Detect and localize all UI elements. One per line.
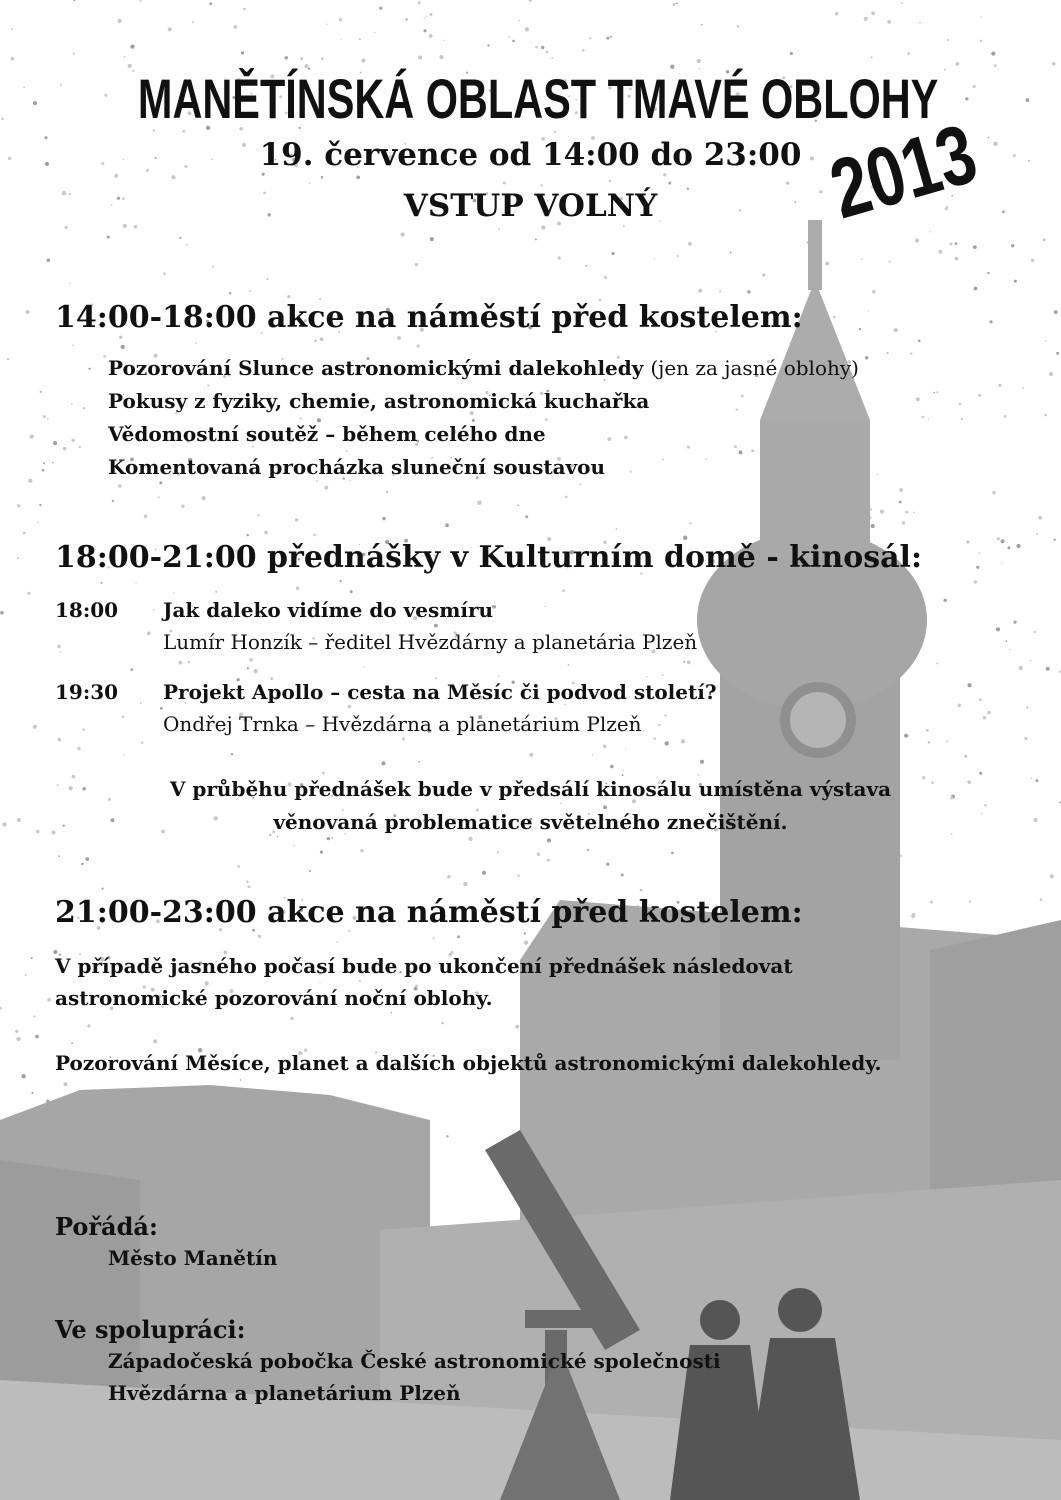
list-item: Komentovaná procházka sluneční soustavou bbox=[108, 455, 606, 479]
exhibition-note-line: věnovaná problematice světelného znečištění. bbox=[273, 810, 788, 834]
talk-title: Projekt Apollo – cesta na Měsíc či podvod století? bbox=[163, 680, 717, 704]
list-item: Pokusy z fyziky, chemie, astronomická kuchařka bbox=[108, 389, 650, 413]
poster-title: MANĚTÍNSKÁ OBLAST TMAVÉ OBLOHY bbox=[137, 67, 939, 130]
talk-time: 18:00 bbox=[55, 598, 119, 622]
cooperation-label: Ve spolupráci: bbox=[55, 1315, 246, 1344]
organizer-name: Město Manětín bbox=[108, 1246, 278, 1270]
list-item bbox=[108, 356, 859, 380]
section-lectures-heading: 18:00-21:00 přednášky v Kulturním domě - kinosál: bbox=[55, 540, 923, 575]
evening-text-line: V případě jasného počasí bude po ukončení přednášek následovat bbox=[55, 954, 793, 978]
item-note: (jen za jasné oblohy) bbox=[650, 356, 859, 380]
observation-text: Pozorování Měsíce, planet a dalších objektů astronomickými dalekohledy. bbox=[55, 1051, 882, 1075]
partner-item: Západočeská pobočka České astronomické společnosti bbox=[108, 1349, 721, 1373]
list-item: Vědomostní soutěž – během celého dne bbox=[108, 422, 546, 446]
section-afternoon-heading: 14:00-18:00 akce na náměstí před kostelem: bbox=[55, 300, 803, 335]
talk-speaker: Lumír Honzík – ředitel Hvězdárny a planetária Plzeň bbox=[163, 630, 698, 654]
talk-time: 19:30 bbox=[55, 680, 119, 704]
talk-speaker: Ondřej Trnka – Hvězdárna a planetárium Plzeň bbox=[163, 712, 642, 736]
evening-text-line: astronomické pozorování noční oblohy. bbox=[55, 986, 493, 1010]
item-text: Pozorování Slunce astronomickými dalekohledy bbox=[108, 356, 644, 380]
partner-item: Hvězdárna a planetárium Plzeň bbox=[108, 1381, 461, 1405]
organizer-label: Pořádá: bbox=[55, 1212, 158, 1241]
event-year: 2013 bbox=[820, 105, 987, 237]
exhibition-note-line: V průběhu přednášek bude v předsálí kinosálu umístěna výstava bbox=[169, 777, 892, 801]
section-evening-heading: 21:00-23:00 akce na náměstí před kostelem: bbox=[55, 895, 803, 930]
talk-title: Jak daleko vidíme do vesmíru bbox=[163, 598, 494, 622]
event-date: 19. července od 14:00 do 23:00 bbox=[259, 137, 802, 173]
entry-free: VSTUP VOLNÝ bbox=[403, 188, 658, 224]
